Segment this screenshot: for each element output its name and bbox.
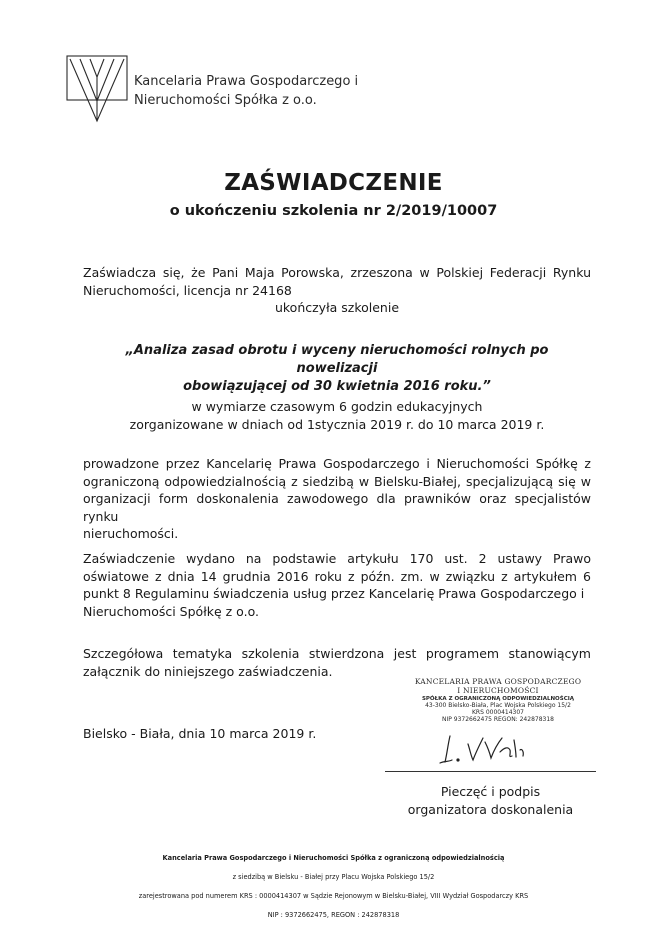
footer-line4: NIP : 9372662475, REGON : 242878318 [267, 911, 400, 919]
footer-line2: z siedzibą w Bielsku - Białej przy Placu Wojska Polskiego 15/2 [232, 873, 435, 881]
intro-prefix: Zaświadcza się, że [83, 265, 213, 280]
intro-license: Nieruchomości, licencja nr 24168 [83, 282, 292, 298]
footer-line1: Kancelaria Prawa Gospodarczego i Nieruchomości Spółka z ograniczoną odpowiedzialnością [162, 854, 505, 862]
stamp-line5: KRS 0000414307 [472, 709, 524, 716]
company-logo [66, 55, 128, 125]
intro-completed: ukończyła szkolenie [274, 300, 400, 315]
company-stamp [400, 677, 596, 723]
signature-label-line1: Pieczęć i podpis [440, 784, 541, 799]
details-text: Szczegółowa tematyka szkolenia stwierdzona jest programem stanowiącym [83, 646, 591, 661]
participant-name: Pani Maja Porowska [212, 265, 340, 280]
document-subtitle: o ukończeniu szkolenia nr 2/2019/10007 [169, 203, 498, 219]
legal-paragraph [83, 550, 591, 620]
document-title: ZAŚWIADCZENIE [224, 170, 443, 196]
stamp-line1: KANCELARIA PRAWA GOSPODARCZEGO [414, 677, 582, 686]
training-title-line1: „Analiza zasad obrotu i wyceny nieruchomości rolnych po nowelizacji [125, 343, 549, 376]
organizer-text: prowadzone przez Kancelarię Prawa Gospodarczego i Nieruchomości Spółkę z ograniczoną odpowiedzialnością z siedzibą w Bielsku-Białej, specjalizującą się w organizacji form doskonalenia zawodowego dla prawników oraz specjalistów rynku [83, 456, 591, 524]
company-name-line1: Kancelaria Prawa Gospodarczego i [134, 74, 359, 89]
training-title [83, 342, 591, 396]
details-paragraph [83, 645, 591, 680]
details-text-end: załącznik do niniejszego zaświadczenia. [83, 663, 333, 679]
stamp-line6: NIP 9372662475 REGON: 242878318 [442, 716, 554, 723]
training-title-line2: obowiązującej od 30 kwietnia 2016 roku.” [183, 379, 491, 394]
legal-text-end: Nieruchomości Spółkę z o.o. [83, 603, 259, 619]
duration-paragraph [83, 398, 591, 433]
intro-suffix: , zrzeszona w Polskiej Federacji Rynku [339, 265, 591, 280]
signature-label [385, 783, 596, 819]
signature-label-line2: organizatora doskonalenia [407, 802, 574, 817]
footer-line3: zarejestrowana pod numerem KRS : 0000414307 w Sądzie Rejonowym w Bielsku-Białej, VIII Wydział Gospodarczy KRS [138, 892, 529, 900]
legal-text: Zaświadczenie wydano na podstawie artykułu 170 ust. 2 ustawy Prawo oświatowe z dnia 14 grudnia 2016 roku z późn. zm. w związku z artykułem 6 punkt 8 Regulaminu świadczenia usług przez Kancelarię Prawa Gospodarczego i [83, 551, 591, 601]
handwritten-signature [438, 732, 538, 766]
company-name-line2: Nieruchomości Spółka z o.o. [134, 93, 317, 108]
stamp-line2: I NIERUCHOMOŚCI [457, 686, 539, 695]
stamp-line3: SPÓŁKA Z OGRANICZONĄ ODPOWIEDZIALNOŚCIĄ [421, 696, 575, 702]
place-date: Bielsko - Biała, dnia 10 marca 2019 r. [83, 726, 317, 741]
duration-line1: w wymiarze czasowym 6 godzin edukacyjnych [191, 399, 483, 414]
organizer-paragraph [83, 455, 591, 543]
company-name [134, 72, 358, 110]
organizer-text-end: nieruchomości. [83, 526, 179, 541]
signature-line [385, 771, 596, 772]
duration-line2: zorganizowane w dniach od 1stycznia 2019 r. do 10 marca 2019 r. [129, 416, 545, 432]
stamp-line4: 43-300 Bielsko-Biała, Plac Wojska Polskiego 15/2 [425, 702, 571, 709]
intro-paragraph [83, 264, 591, 317]
